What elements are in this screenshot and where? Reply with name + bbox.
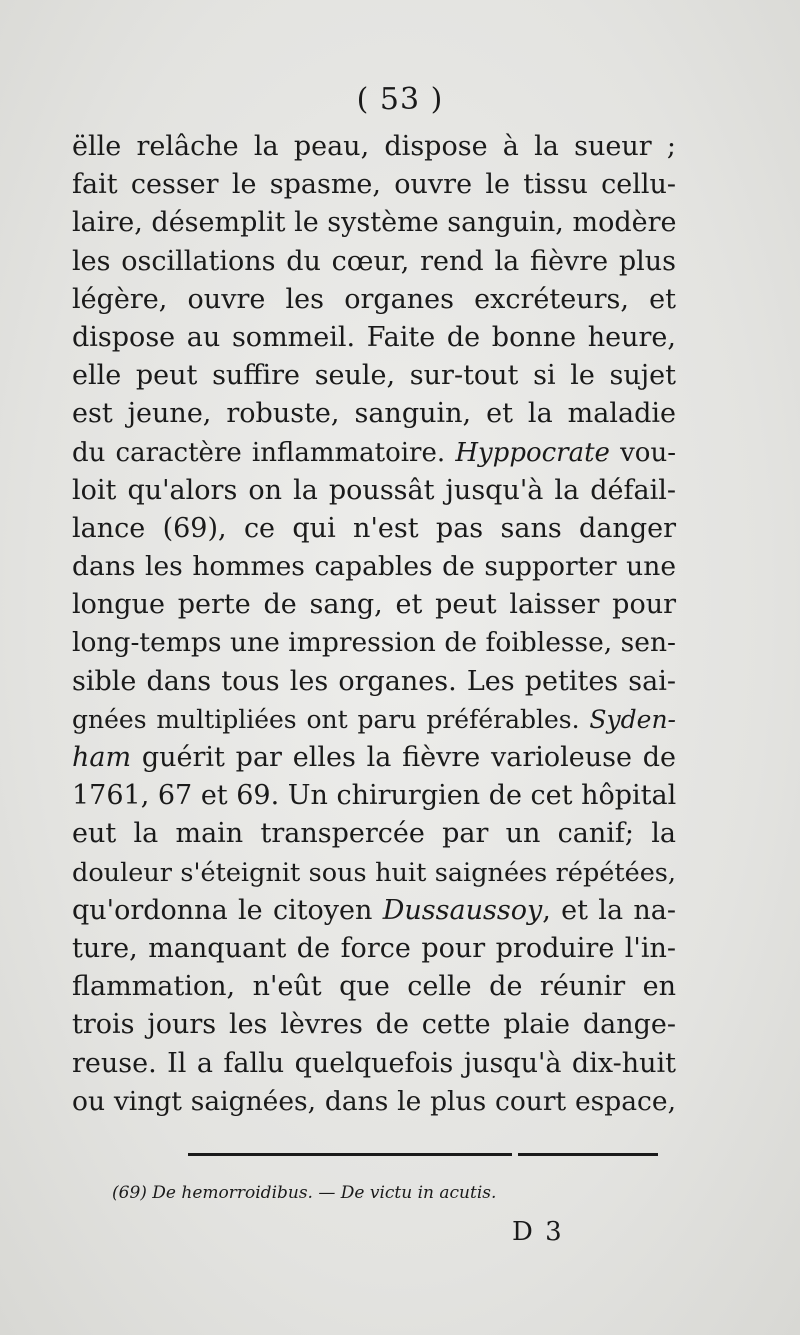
text-line: est jeune, robuste, sanguin, et la maladie [72, 398, 676, 430]
footnote-divider [188, 1153, 512, 1156]
text-line: trois jours les lèvres de cette plaie dange- [72, 1009, 676, 1041]
text-line: lance (69), ce qui n'est pas sans danger [72, 512, 676, 544]
text-line: légère, ouvre les organes excréteurs, et [72, 283, 676, 315]
text-line: gnées multipliées ont paru préférables. Syden- [72, 704, 676, 734]
text-line: sible dans tous les organes. Les petites sai- [72, 665, 676, 697]
text-line: fait cesser le spasme, ouvre le tissu cellu- [72, 169, 676, 201]
text-line: flammation, n'eût que celle de réunir en [72, 971, 676, 1003]
text-line: long-temps une impression de foiblesse, sen- [72, 627, 676, 659]
text-line: ture, manquant de force pour produire l'in- [72, 932, 676, 964]
italic-name: ham [72, 742, 132, 773]
text-line: loit qu'alors on la poussât jusqu'à la défail- [72, 474, 676, 506]
text-line: du caractère inflammatoire. Hyppocrate vou- [72, 437, 676, 468]
italic-name: Syden- [589, 704, 676, 734]
body-text [72, 128, 676, 1121]
text-line: ou vingt saignées, dans le plus court espace, [72, 1085, 676, 1117]
page-number: ( 53 ) [356, 82, 444, 117]
footnote-divider [518, 1153, 658, 1156]
text-line: 1761, 67 et 69. Un chirurgien de cet hôpital [72, 780, 677, 812]
footnote: (69) De hemorroidibus. — De victu in acutis. [112, 1183, 497, 1203]
text-line: ëlle relâche la peau, dispose à la sueur ; [72, 131, 676, 162]
text-line: dispose au sommeil. Faite de bonne heure, [72, 321, 676, 353]
italic-name: Dussaussoy [382, 894, 543, 926]
italic-name: Hyppocrate [455, 437, 610, 468]
text-line: longue perte de sang, et peut laisser pour [72, 589, 676, 621]
text-line: reuse. Il a fallu quelquefois jusqu'à dix-huit [72, 1047, 676, 1079]
text-line: les oscillations du cœur, rend la fièvre plus [72, 245, 676, 277]
text-line: laire, désemplit le système sanguin, modère [72, 207, 677, 239]
text-line: ham guérit par elles la fièvre varioleuse de [72, 742, 676, 773]
text-line: qu'ordonna le citoyen Dussaussoy, et la na- [72, 894, 676, 926]
text-line: elle peut suffire seule, sur-tout si le sujet [72, 360, 676, 392]
text-line: eut la main transpercée par un canif; la [72, 818, 676, 850]
text-line: dans les hommes capables de supporter une [72, 551, 676, 583]
signature-mark: D 3 [512, 1217, 564, 1247]
text-line: douleur s'éteignit sous huit saignées répétées, [72, 857, 676, 888]
